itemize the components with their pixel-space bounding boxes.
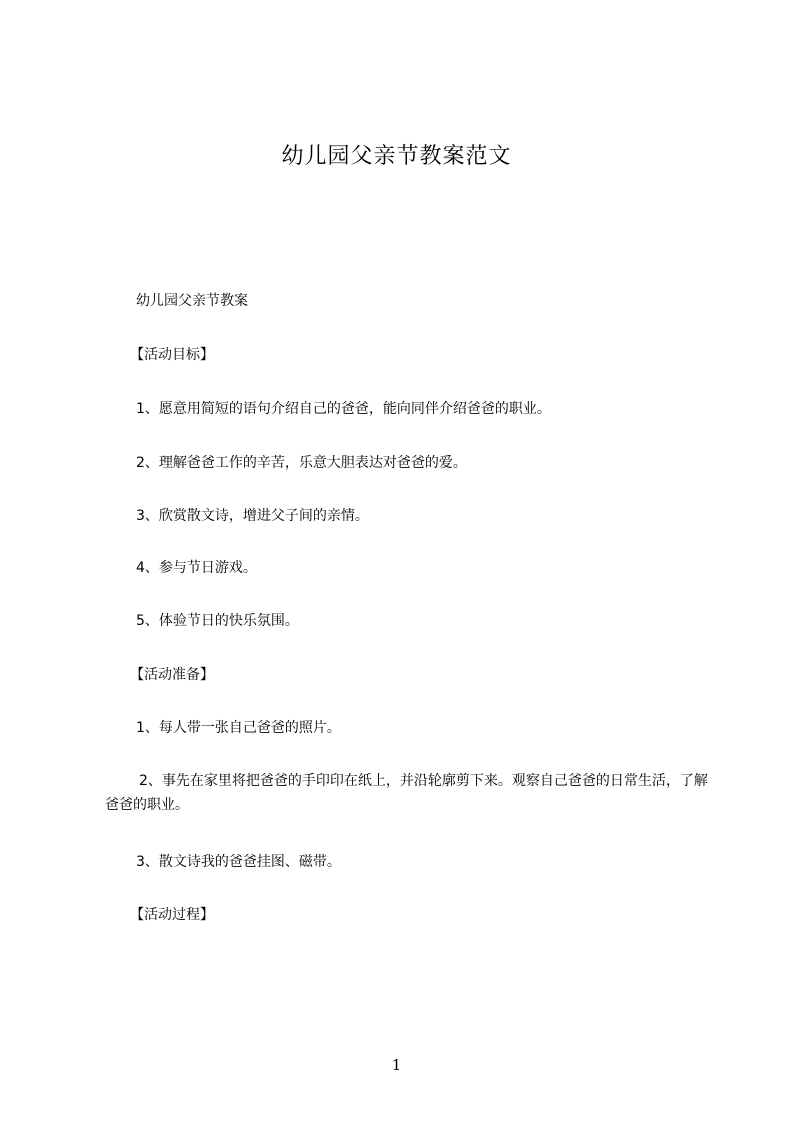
section-heading-goals: 【活动目标】 [130, 347, 214, 363]
preparation-item-3: 3、散文诗我的爸爸挂图、磁带。 [136, 854, 341, 870]
section-heading-process: 【活动过程】 [130, 907, 214, 923]
goal-item-5: 5、体验节日的快乐氛围。 [136, 613, 299, 629]
goal-item-1: 1、愿意用简短的语句介绍自己的爸爸，能向同伴介绍爸爸的职业。 [136, 401, 551, 417]
subtitle-line: 幼儿园父亲节教案 [136, 293, 248, 309]
preparation-item-2: 2、事先在家里将把爸爸的手印印在纸上，并沿轮廓剪下来。观察自己爸爸的日常生活，了解爸爸的职业。 [105, 773, 708, 813]
page-number: 1 [391, 1056, 402, 1074]
goal-item-3: 3、欣赏散文诗，增进父子间的亲情。 [136, 508, 369, 524]
goal-item-2: 2、理解爸爸工作的辛苦，乐意大胆表达对爸爸的爱。 [136, 455, 467, 471]
document-title: 幼儿园父亲节教案范文 [281, 144, 512, 169]
goal-item-4: 4、参与节日游戏。 [136, 560, 257, 576]
section-heading-preparation: 【活动准备】 [130, 667, 214, 683]
preparation-item-1: 1、每人带一张自己爸爸的照片。 [136, 720, 341, 736]
